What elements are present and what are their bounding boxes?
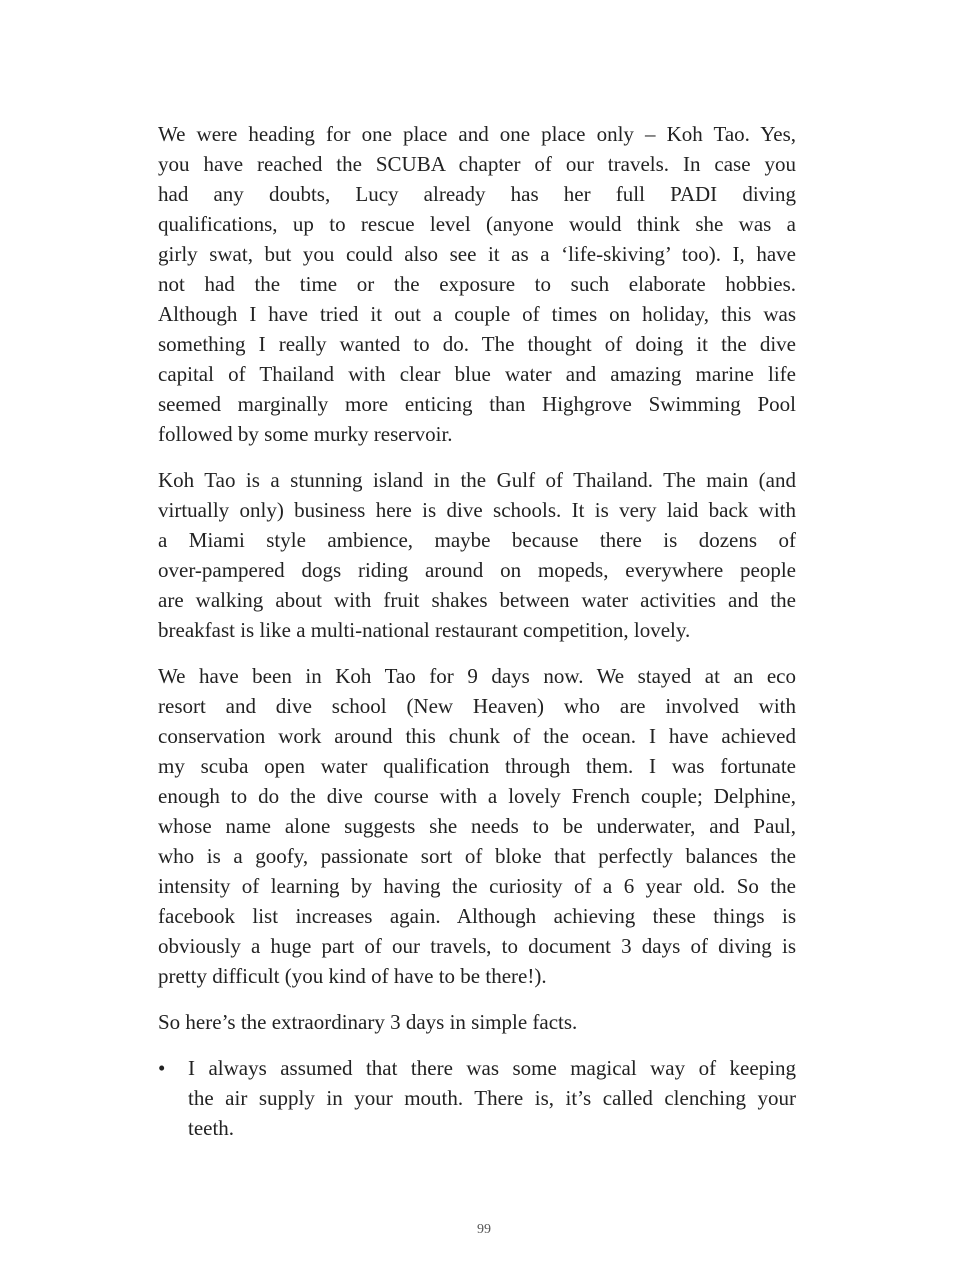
text-line: you have reached the SCUBA chapter of our travels. In case you [158, 152, 796, 176]
text-line: pretty difficult (you kind of have to be there!). [158, 964, 547, 988]
text-line: Koh Tao is a stunning island in the Gulf of Thailand. The main (and [158, 468, 796, 492]
text-line: We have been in Koh Tao for 9 days now. We stayed at an eco [158, 664, 796, 688]
text-line: virtually only) business here is dive schools. It is very laid back with [158, 498, 796, 522]
page-number: 99 [477, 1222, 491, 1237]
text-line: who is a goofy, passionate sort of bloke that perfectly balances the [158, 844, 796, 868]
text-line: breakfast is like a multi-national restaurant competition, lovely. [158, 618, 691, 642]
text-line: intensity of learning by having the curiosity of a 6 year old. So the [158, 874, 796, 898]
text-line: are walking about with fruit shakes between water activities and the [158, 588, 796, 612]
text-line: obviously a huge part of our travels, to document 3 days of diving is [158, 934, 796, 958]
text-line: qualifications, up to rescue level (anyone would think she was a [158, 212, 796, 236]
paragraph [158, 119, 796, 449]
text-line: enough to do the dive course with a lovely French couple; Delphine, [158, 784, 796, 808]
text-line: followed by some murky reservoir. [158, 422, 453, 446]
text-line: not had the time or the exposure to such elaborate hobbies. [158, 272, 796, 296]
paragraph [158, 465, 796, 645]
text-line: resort and dive school (New Heaven) who are involved with [158, 694, 796, 718]
text-line: So here’s the extraordinary 3 days in simple facts. [158, 1010, 578, 1034]
text-line: whose name alone suggests she needs to be underwater, and Paul, [158, 814, 796, 838]
text-line: I always assumed that there was some magical way of keeping [188, 1056, 796, 1080]
text-line: facebook list increases again. Although achieving these things is [158, 904, 796, 928]
text-line: We were heading for one place and one place only – Koh Tao. Yes, [158, 122, 796, 146]
paragraph [158, 661, 796, 991]
text-line: over-pampered dogs riding around on mopeds, everywhere people [158, 558, 796, 582]
text-line: a Miami style ambience, maybe because there is dozens of [158, 528, 796, 552]
text-line: teeth. [188, 1116, 235, 1140]
text-line: something I really wanted to do. The thought of doing it the dive [158, 332, 796, 356]
text-line: my scuba open water qualification through them. I was fortunate [158, 754, 796, 778]
bullet-icon: • [158, 1056, 166, 1080]
page-body [158, 119, 796, 1159]
text-line: the air supply in your mouth. There is, it’s called clenching your [188, 1086, 796, 1110]
paragraph [158, 1007, 796, 1037]
text-line: conservation work around this chunk of the ocean. I have achieved [158, 724, 796, 748]
text-line: had any doubts, Lucy already has her full PADI diving [158, 182, 796, 206]
text-line: Although I have tried it out a couple of times on holiday, this was [158, 302, 796, 326]
bullet-item [158, 1053, 796, 1143]
text-line: capital of Thailand with clear blue water and amazing marine life [158, 362, 796, 386]
text-line: seemed marginally more enticing than Highgrove Swimming Pool [158, 392, 796, 416]
text-line: girly swat, but you could also see it as a ‘life-skiving’ too). I, have [158, 242, 796, 266]
